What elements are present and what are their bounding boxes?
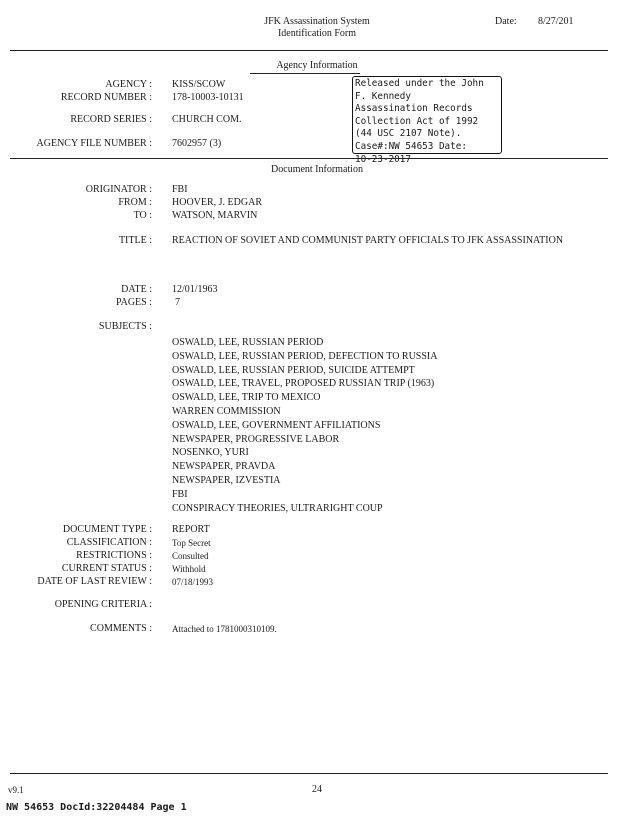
agency-bottom-divider	[10, 158, 608, 159]
stamp-line: Released under the John	[355, 78, 484, 89]
document-date-label: DATE :	[121, 284, 152, 295]
agency-section-divider	[250, 73, 360, 74]
subjects-list	[172, 336, 437, 515]
record-number-value: 178-10003-10131	[172, 92, 244, 103]
subject-item: OSWALD, LEE, TRAVEL, PROPOSED RUSSIAN TRIP (1963)	[172, 378, 435, 390]
classification-label: CLASSIFICATION :	[66, 537, 152, 548]
subject-item: OSWALD, LEE, RUSSIAN PERIOD	[172, 337, 324, 348]
agency-label: AGENCY :	[105, 79, 152, 90]
agency-file-number-label: AGENCY FILE NUMBER :	[36, 138, 152, 149]
comments-value: Attached to 1781000310109.	[172, 624, 277, 634]
document-section-title: Document Information	[271, 164, 363, 175]
originator-value: FBI	[172, 184, 188, 195]
page-number: 24	[312, 784, 322, 795]
header-divider	[10, 50, 608, 51]
from-value: HOOVER, J. EDGAR	[172, 197, 262, 208]
subject-item: CONSPIRACY THEORIES, ULTRARIGHT COUP	[172, 502, 383, 514]
subject-item: FBI	[172, 488, 188, 500]
from-label: FROM :	[118, 197, 152, 208]
system-title: JFK Assassination System	[264, 16, 370, 27]
subject-item: OSWALD, LEE, GOVERNMENT AFFILIATIONS	[172, 419, 381, 431]
version-label: v9.1	[8, 785, 24, 795]
record-series-label: RECORD SERIES :	[70, 114, 152, 125]
record-number-label: RECORD NUMBER :	[60, 92, 152, 103]
document-type-label: DOCUMENT TYPE :	[62, 524, 152, 535]
stamp-line: 10-23-2017	[355, 153, 411, 165]
subject-item: OSWALD, LEE, TRIP TO MEXICO	[172, 392, 321, 404]
release-stamp	[352, 76, 502, 165]
pages-label: PAGES :	[115, 297, 152, 308]
date-label: Date:	[495, 16, 517, 27]
classification-value: Top Secret	[172, 538, 211, 548]
to-value: WATSON, MARVIN	[172, 210, 258, 221]
date-value: 8/27/201	[538, 16, 574, 27]
stamp-line: Case#:NW 54653 Date:	[355, 140, 467, 152]
doc-id-footer: NW 54653 DocId:32204484 Page 1	[6, 802, 187, 813]
pages-value: 7	[175, 297, 180, 308]
title-label: TITLE :	[118, 235, 152, 246]
restrictions-label: RESTRICTIONS :	[76, 550, 152, 561]
last-review-label: DATE OF LAST REVIEW :	[37, 576, 152, 587]
subject-item: OSWALD, LEE, RUSSIAN PERIOD, DEFECTION TO RUSSIA	[172, 350, 438, 362]
stamp-line: (44 USC 2107 Note).	[355, 128, 462, 140]
to-label: TO :	[133, 210, 152, 221]
subject-item: NEWSPAPER, PRAVDA	[172, 461, 276, 473]
last-review-value: 07/18/1993	[172, 577, 214, 587]
form-title: Identification Form	[277, 28, 357, 39]
stamp-line: Collection Act of 1992	[355, 115, 479, 127]
agency-file-number-value: 7602957 (3)	[172, 138, 222, 149]
comments-label: COMMENTS :	[90, 623, 152, 634]
document-type-value: REPORT	[172, 524, 210, 535]
current-status-value: Withhold	[172, 564, 206, 574]
subject-item: OSWALD, LEE, RUSSIAN PERIOD, SUICIDE ATTEMPT	[172, 364, 415, 376]
stamp-line: Assassination Records	[355, 103, 473, 115]
footer-divider	[10, 773, 608, 774]
subjects-label: SUBJECTS :	[98, 321, 152, 332]
subject-item: WARREN COMMISSION	[172, 405, 281, 417]
document-date-value: 12/01/1963	[172, 284, 218, 295]
title-value: REACTION OF SOVIET AND COMMUNIST PARTY OFFICIALS TO JFK ASSASSINATION	[172, 235, 564, 246]
subject-item: NOSENKO, YURI	[172, 447, 249, 459]
agency-value: KISS/SCOW	[172, 79, 226, 90]
originator-label: ORIGINATOR :	[85, 184, 152, 195]
current-status-label: CURRENT STATUS :	[61, 563, 152, 574]
opening-criteria-label: OPENING CRITERIA :	[54, 599, 152, 610]
subject-item: NEWSPAPER, IZVESTIA	[172, 474, 281, 486]
subject-item: NEWSPAPER, PROGRESSIVE LABOR	[172, 433, 340, 445]
record-series-value: CHURCH COM.	[172, 114, 242, 125]
agency-section-title: Agency Information	[276, 60, 358, 71]
restrictions-value: Consulted	[172, 551, 209, 561]
stamp-line: F. Kennedy	[355, 90, 411, 102]
